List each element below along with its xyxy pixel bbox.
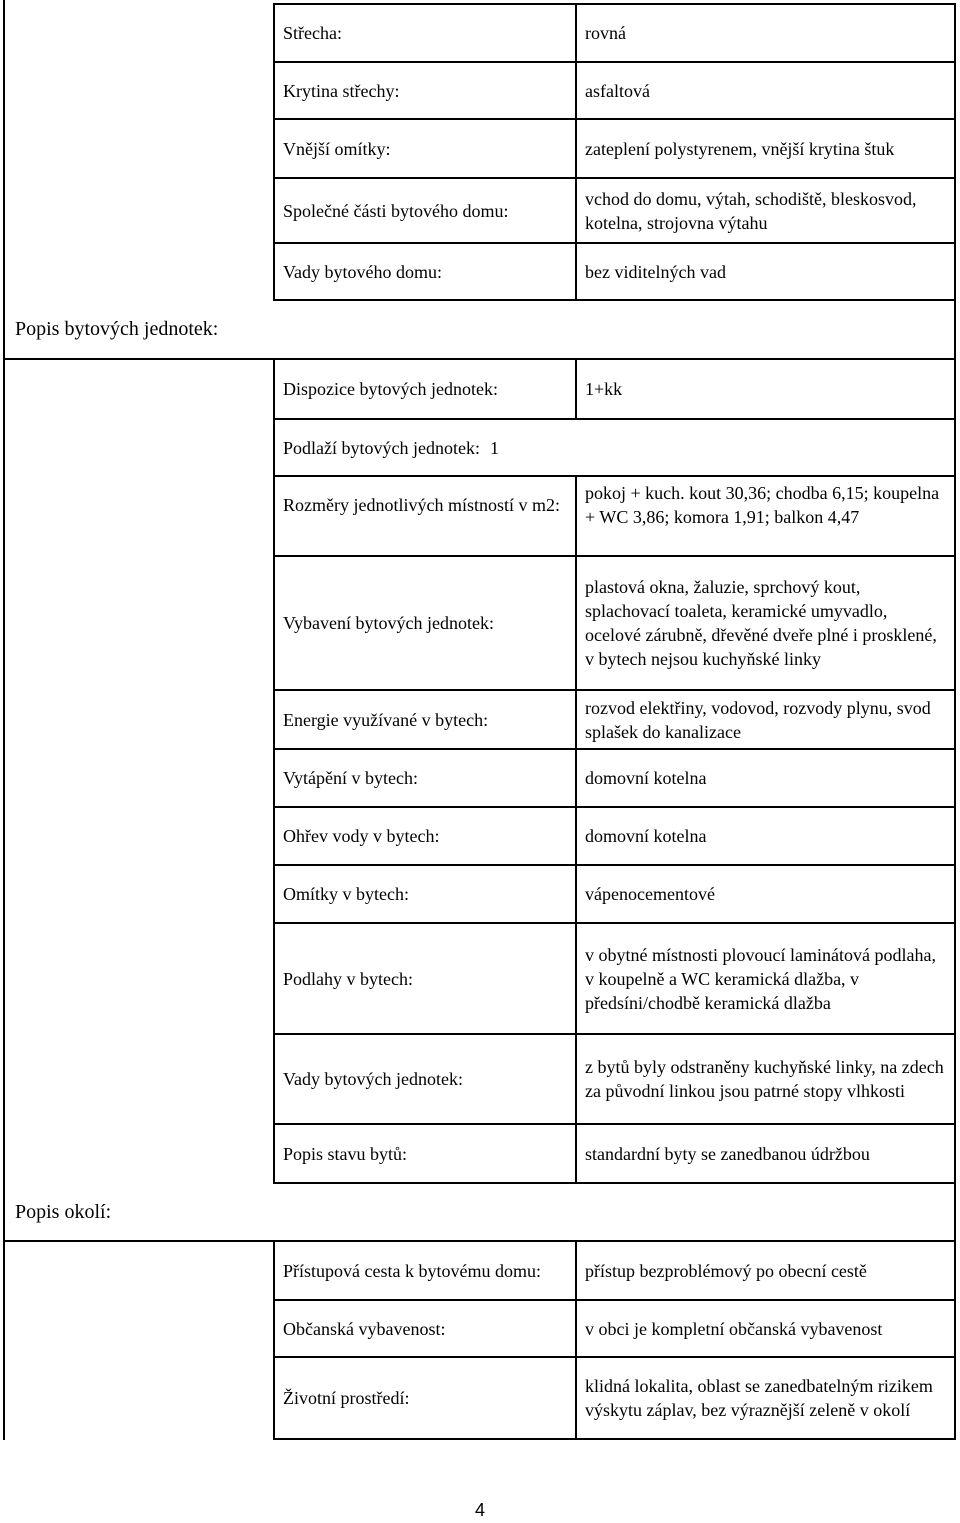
- row-label: Vady bytového domu:: [283, 261, 442, 282]
- value-cell: [577, 5, 956, 63]
- row-value: domovní kotelna: [585, 768, 707, 788]
- row-value: standardní byty se zanedbanou údržbou: [585, 1143, 870, 1164]
- row-label: Rozměry jednotlivých místností v m2:: [283, 495, 560, 515]
- value-cell: [577, 1242, 956, 1301]
- value-cell: [577, 1301, 956, 1358]
- row-value: zateplení polystyrenem, vnější krytina štuk: [585, 138, 895, 159]
- row-value: vápenocementové: [585, 884, 715, 904]
- value-cell: [577, 360, 956, 420]
- row-value: pokoj + kuch. kout 30,36; chodba 6,15; koupelna + WC 3,86; komora 1,91; balkon 4,47: [585, 483, 940, 527]
- value-cell: [577, 477, 956, 557]
- row-value: 1: [489, 437, 499, 458]
- row-label: Vybavení bytových jednotek:: [283, 613, 494, 633]
- section-heading-surroundings: Popis okolí:: [5, 1184, 956, 1242]
- value-cell: [577, 750, 956, 808]
- value-cell: [577, 63, 956, 120]
- label-cell: [275, 5, 577, 63]
- label-cell: [275, 1035, 577, 1125]
- label-cell: [275, 244, 577, 301]
- value-cell: [577, 1035, 956, 1125]
- row-value: rovná: [585, 23, 626, 43]
- value-cell: [577, 924, 956, 1035]
- row-value: 1+kk: [585, 379, 623, 399]
- value-cell: [577, 1358, 956, 1440]
- row-value: přístup bezproblémový po obecní cestě: [585, 1260, 867, 1281]
- row-label: Ohřev vody v bytech:: [283, 826, 440, 846]
- label-cell: [275, 866, 577, 924]
- label-cell: [275, 1301, 577, 1358]
- row-label: Omítky v bytech:: [283, 884, 409, 904]
- label-cell: [275, 179, 577, 244]
- row-label: Podlaží bytových jednotek:: [283, 437, 480, 458]
- row-label: Energie využívané v bytech:: [283, 709, 489, 730]
- label-cell: [275, 360, 577, 420]
- page-number: 4: [474, 1500, 485, 1520]
- label-cell: [275, 120, 577, 179]
- row-label: Občanská vybavenost:: [283, 1318, 446, 1339]
- row-value: bez viditelných vad: [585, 261, 726, 282]
- label-cell: [275, 477, 577, 557]
- row-label: Přístupová cesta k bytovému domu:: [283, 1260, 541, 1281]
- label-cell: [275, 1242, 577, 1301]
- value-cell: [577, 557, 956, 691]
- row-label: Společné části bytového domu:: [283, 200, 509, 221]
- label-cell: [275, 808, 577, 866]
- label-cell: [275, 557, 577, 691]
- label-cell: [275, 1358, 577, 1440]
- row-value: vchod do domu, výtah, schodiště, bleskosvod, kotelna, strojovna výtahu: [585, 188, 917, 233]
- row-value: v obytné místnosti plovoucí laminátová podlaha, v koupelně a WC keramická dlažba, v předsíni/chodbě keramická dlažba: [585, 944, 936, 1013]
- row-label: Dispozice bytových jednotek:: [283, 379, 498, 399]
- value-cell: [577, 808, 956, 866]
- row-label: Životní prostředí:: [283, 1388, 410, 1408]
- row-label: Podlahy v bytech:: [283, 968, 413, 989]
- value-cell: [577, 179, 956, 244]
- label-cell: [275, 1125, 577, 1184]
- row-value: rozvod elektřiny, vodovod, rozvody plynu, svod splašek do kanalizace: [585, 697, 931, 742]
- row-value: klidná lokalita, oblast se zanedbatelným rizikem výskytu záplav, bez výraznější zeleně v okolí: [585, 1376, 933, 1420]
- row-value: z bytů byly odstraněny kuchyňské linky, na zdech za původní linkou jsou patrné stopy vlhkosti: [585, 1057, 944, 1101]
- row-label: Vytápění v bytech:: [283, 768, 418, 788]
- row-label: Krytina střechy:: [283, 80, 400, 101]
- value-cell: [577, 1125, 956, 1184]
- value-cell: [577, 120, 956, 179]
- row-label: Střecha:: [283, 23, 342, 43]
- row-label: Vady bytových jednotek:: [283, 1069, 463, 1089]
- row-value: domovní kotelna: [585, 826, 707, 846]
- row-value: v obci je kompletní občanská vybavenost: [585, 1318, 883, 1339]
- row-label: Vnější omítky:: [283, 138, 391, 159]
- value-cell: [577, 691, 956, 750]
- label-cell: [275, 63, 577, 120]
- value-cell: [577, 244, 956, 301]
- row-label: Popis stavu bytů:: [283, 1143, 408, 1164]
- row-value: asfaltová: [585, 80, 650, 101]
- label-cell: [275, 750, 577, 808]
- label-cell: [275, 924, 577, 1035]
- value-cell: [577, 866, 956, 924]
- section-heading-units: Popis bytových jednotek:: [5, 301, 956, 360]
- label-cell: [275, 691, 577, 750]
- label-value-cell: [275, 420, 956, 477]
- row-value: plastová okna, žaluzie, sprchový kout, splachovací toaleta, keramické umyvadlo, ocelové zárubně, dřevěné dveře plné i prosklené, v bytech nejsou kuchyňské linky: [585, 577, 937, 669]
